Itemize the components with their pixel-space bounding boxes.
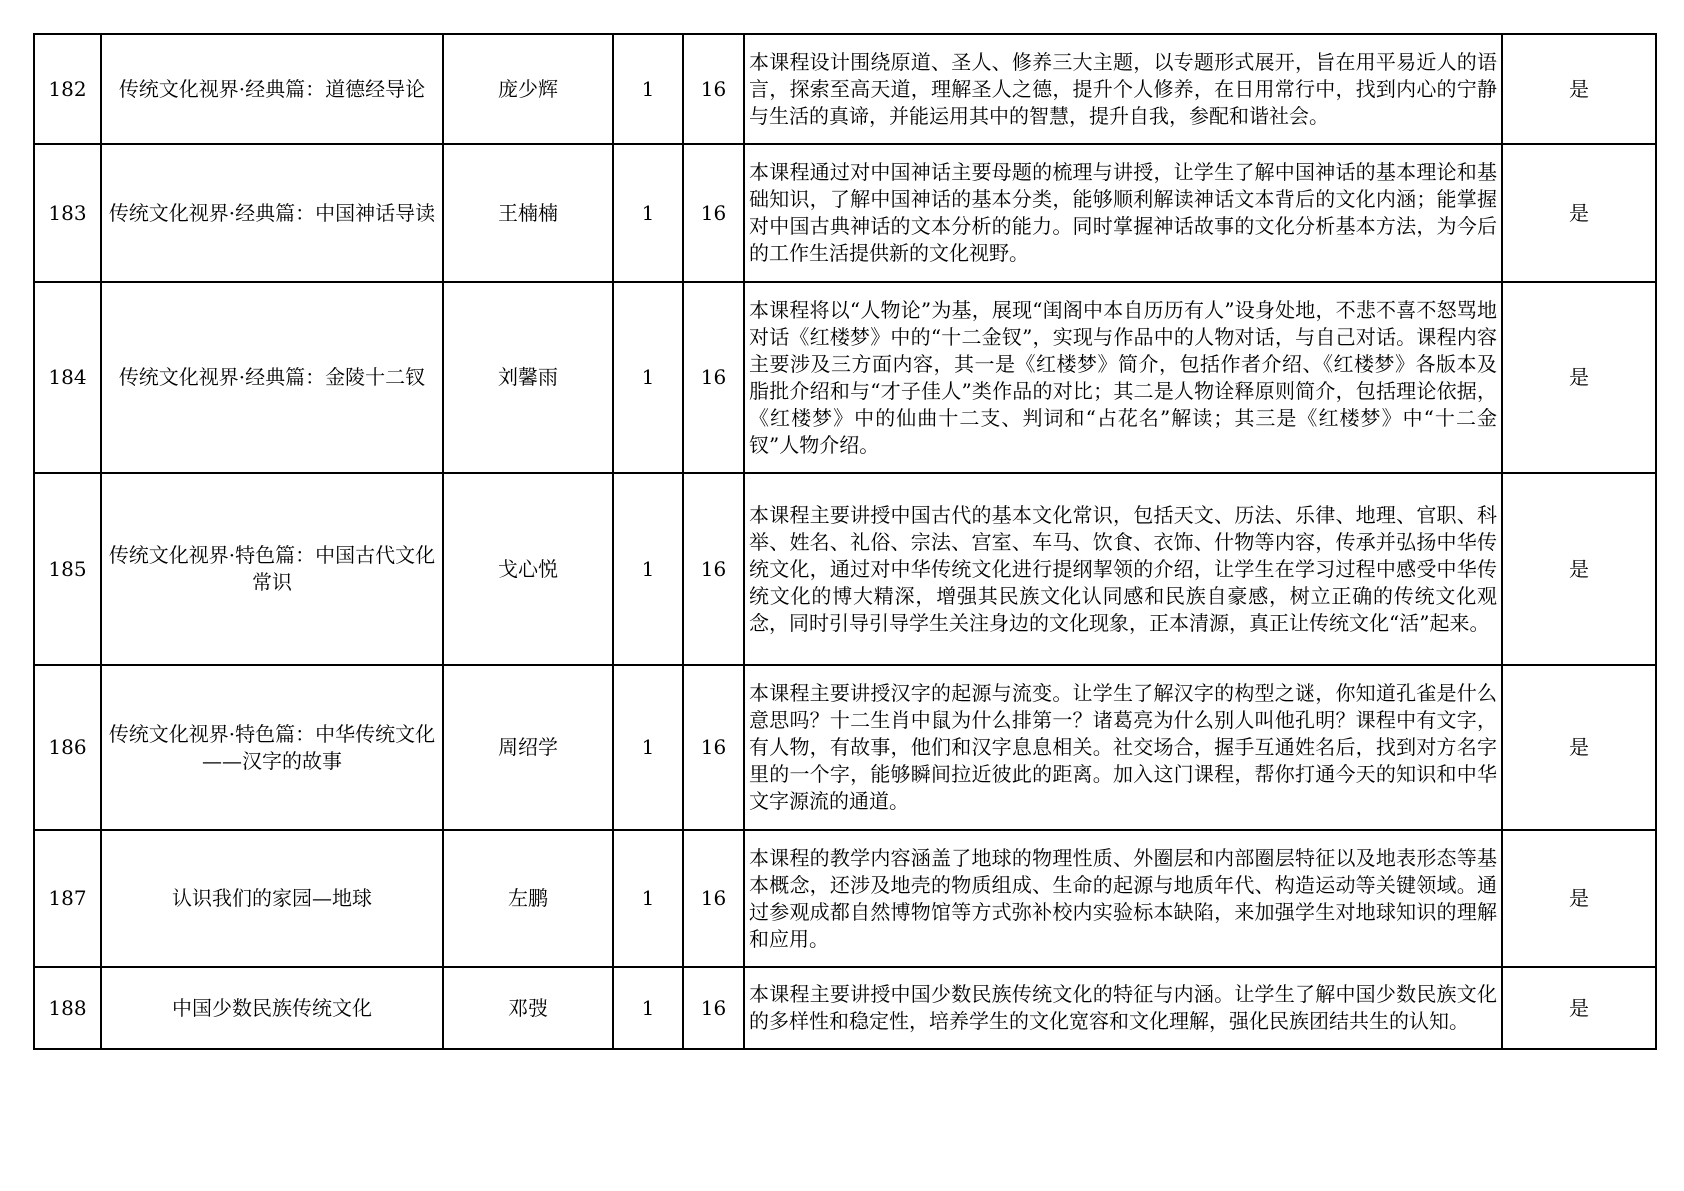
- course-number: 183: [34, 144, 101, 282]
- course-flag: 是: [1502, 282, 1656, 473]
- course-hours: 16: [683, 665, 744, 830]
- course-hours: 16: [683, 144, 744, 282]
- course-number: 188: [34, 967, 101, 1049]
- course-name: 传统文化视界·经典篇：道德经导论: [101, 34, 443, 144]
- course-teacher: 戈心悦: [443, 473, 613, 665]
- course-credit: 1: [613, 473, 683, 665]
- course-description: 本课程主要讲授汉字的起源与流变。让学生了解汉字的构型之谜，你知道孔雀是什么意思吗？十二生肖中鼠为什么排第一？诸葛亮为什么别人叫他孔明？课程中有文字，有人物，有故事，他们和汉字息息相关。社交场合，握手互通姓名后，找到对方名字里的一个字，能够瞬间拉近彼此的距离。加入这门课程，帮你打通今天的知识和中华文字源流的通道。: [744, 665, 1502, 830]
- course-credit: 1: [613, 665, 683, 830]
- course-table: [33, 33, 1657, 1050]
- course-hours: 16: [683, 473, 744, 665]
- course-name: 传统文化视界·特色篇：中华传统文化——汉字的故事: [101, 665, 443, 830]
- course-credit: 1: [613, 34, 683, 144]
- course-description: 本课程设计围绕原道、圣人、修养三大主题，以专题形式展开，旨在用平易近人的语言，探索至高天道，理解圣人之德，提升个人修养，在日用常行中，找到内心的宁静与生活的真谛，并能运用其中的智慧，提升自我，参配和谐社会。: [744, 34, 1502, 144]
- course-teacher: 邓弢: [443, 967, 613, 1049]
- course-hours: 16: [683, 967, 744, 1049]
- course-description: 本课程的教学内容涵盖了地球的物理性质、外圈层和内部圈层特征以及地表形态等基本概念，还涉及地壳的物质组成、生命的起源与地质年代、构造运动等关键领域。通过参观成都自然博物馆等方式弥补校内实验标本缺陷，来加强学生对地球知识的理解和应用。: [744, 830, 1502, 967]
- table-row: [34, 665, 1656, 830]
- course-flag: 是: [1502, 967, 1656, 1049]
- course-description: 本课程通过对中国神话主要母题的梳理与讲授，让学生了解中国神话的基本理论和基础知识，了解中国神话的基本分类，能够顺利解读神话文本背后的文化内涵；能掌握对中国古典神话的文本分析的能力。同时掌握神话故事的文化分析基本方法，为今后的工作生活提供新的文化视野。: [744, 144, 1502, 282]
- table-row: [34, 473, 1656, 665]
- course-credit: 1: [613, 967, 683, 1049]
- course-teacher: 王楠楠: [443, 144, 613, 282]
- course-number: 185: [34, 473, 101, 665]
- table-row: [34, 282, 1656, 473]
- course-hours: 16: [683, 34, 744, 144]
- course-number: 187: [34, 830, 101, 967]
- course-hours: 16: [683, 830, 744, 967]
- course-teacher: 刘馨雨: [443, 282, 613, 473]
- table-row: [34, 830, 1656, 967]
- course-name: 传统文化视界·特色篇：中国古代文化常识: [101, 473, 443, 665]
- course-flag: 是: [1502, 473, 1656, 665]
- course-name: 传统文化视界·经典篇：中国神话导读: [101, 144, 443, 282]
- course-flag: 是: [1502, 830, 1656, 967]
- course-number: 184: [34, 282, 101, 473]
- course-description: 本课程主要讲授中国少数民族传统文化的特征与内涵。让学生了解中国少数民族文化的多样性和稳定性，培养学生的文化宽容和文化理解，强化民族团结共生的认知。: [744, 967, 1502, 1049]
- course-number: 186: [34, 665, 101, 830]
- course-teacher: 庞少辉: [443, 34, 613, 144]
- table-row: [34, 144, 1656, 282]
- table-row: [34, 34, 1656, 144]
- course-hours: 16: [683, 282, 744, 473]
- course-name: 中国少数民族传统文化: [101, 967, 443, 1049]
- course-description: 本课程将以“人物论”为基，展现“闺阁中本自历历有人”设身处地，不悲不喜不怒骂地对话《红楼梦》中的“十二金钗”，实现与作品中的人物对话，与自己对话。课程内容主要涉及三方面内容，其一是《红楼梦》简介，包括作者介绍、《红楼梦》各版本及脂批介绍和与“才子佳人”类作品的对比；其二是人物诠释原则简介，包括理论依据，《红楼梦》中的仙曲十二支、判词和“占花名”解读；其三是《红楼梦》中“十二金钗”人物介绍。: [744, 282, 1502, 473]
- course-flag: 是: [1502, 34, 1656, 144]
- course-teacher: 左鹏: [443, 830, 613, 967]
- course-credit: 1: [613, 830, 683, 967]
- course-name: 认识我们的家园—地球: [101, 830, 443, 967]
- course-credit: 1: [613, 144, 683, 282]
- course-name: 传统文化视界·经典篇：金陵十二钗: [101, 282, 443, 473]
- table-row: [34, 967, 1656, 1049]
- course-flag: 是: [1502, 144, 1656, 282]
- course-teacher: 周绍学: [443, 665, 613, 830]
- course-description: 本课程主要讲授中国古代的基本文化常识，包括天文、历法、乐律、地理、官职、科举、姓名、礼俗、宗法、宫室、车马、饮食、衣饰、什物等内容，传承并弘扬中华传统文化，通过对中华传统文化进行提纲挈领的介绍，让学生在学习过程中感受中华传统文化的博大精深，增强其民族文化认同感和民族自豪感，树立正确的传统文化观念，同时引导引导学生关注身边的文化现象，正本清源，真正让传统文化“活”起来。: [744, 473, 1502, 665]
- course-credit: 1: [613, 282, 683, 473]
- course-number: 182: [34, 34, 101, 144]
- course-flag: 是: [1502, 665, 1656, 830]
